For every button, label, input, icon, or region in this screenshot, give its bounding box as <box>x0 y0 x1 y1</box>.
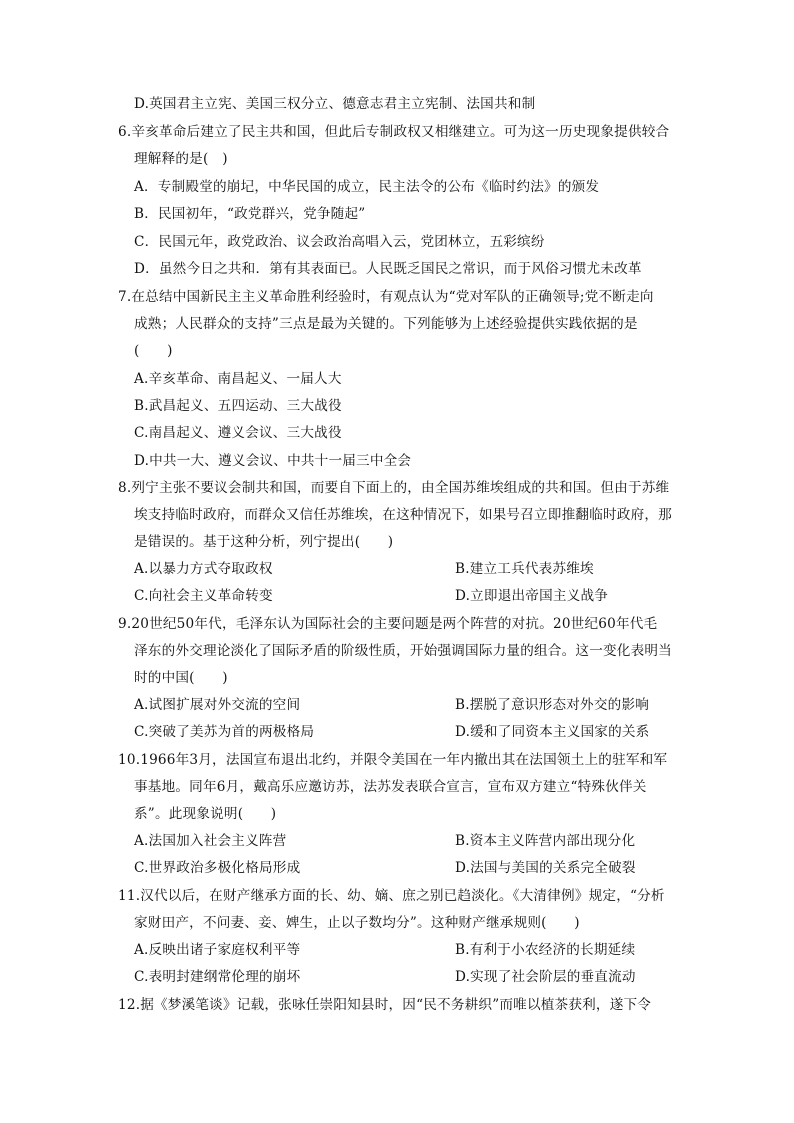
q8-option-a: A.以暴力方式夺取政权 <box>134 561 273 577</box>
q6-option-d: D．虽然今日之共和．第有其表面已。人民既乏国民之常识，而于风俗习惯尤未改革 <box>134 261 642 277</box>
q11-stem-line1: 11.汉代以后，在财产继承方面的长、幼、嫡、庶之别已趋淡化。《大清律例》规定，“分析 <box>118 888 665 904</box>
q9-option-a: A.试图扩展对外交流的空间 <box>134 697 301 713</box>
q6-option-c: C．民国元年，政党政治、议会政治高唱入云，党团林立，五彩缤纷 <box>134 234 545 250</box>
q12-stem-line1: 12.据《梦溪笔谈》记载，张咏任崇阳知县时，因“民不务耕织”而唯以植茶获利，遂下令 <box>118 997 652 1013</box>
q7-stem-line2: 成熟；人民群众的支持”三点是最为关键的。下列能够为上述经验提供实践依据的是 <box>134 316 638 332</box>
q9-option-c: C.突破了美苏为首的两极格局 <box>134 724 315 740</box>
q7-stem-line1: 7.在总结中国新民主主义革命胜利经验时，有观点认为“党对军队的正确领导;党不断走向 <box>118 289 654 305</box>
q11-stem-line2: 家财田产，不问妻、妾、婢生，止以子数均分”。这种财产继承规则( ) <box>134 915 580 931</box>
q9-stem-line2: 泽东的外交理论淡化了国际矛盾的阶级性质，开始强调国际力量的组合。这一变化表明当 <box>134 643 672 659</box>
q11-option-b: B.有利于小农经济的长期延续 <box>455 942 636 958</box>
q9-stem-line1: 9.20世纪50年代，毛泽东认为国际社会的主要问题是两个阵营的对抗。20世纪60年代毛 <box>118 616 658 632</box>
q7-stem-line3: ( ) <box>134 343 173 359</box>
q11-option-a: A.反映出诸子家庭权利平等 <box>134 942 301 958</box>
q10-option-a: A.法国加入社会主义阵营 <box>134 833 287 849</box>
q11-option-c: C.表明封建纲常伦理的崩坏 <box>134 969 301 985</box>
q8-stem-line1: 8.列宁主张不要议会制共和国，而要自下面上的，由全国苏维埃组成的共和国。但由于苏维 <box>118 480 670 496</box>
q10-stem-line1: 10.1966年3月，法国宣布退出北约，并限令美国在一年内撤出其在法国领土上的驻军和军 <box>118 752 668 768</box>
q10-stem-line3: 系”。此现象说明( ) <box>134 806 277 822</box>
q9-option-b: B.摆脱了意识形态对外交的影响 <box>455 697 650 713</box>
q6-option-a: A．专制殿堂的崩圮，中华民国的成立，民主法令的公布《临时约法》的颁发 <box>134 179 600 195</box>
q10-option-d: D.法国与美国的关系完全破裂 <box>455 860 636 876</box>
q6-option-b: B．民国初年，“政党群兴，党争随起” <box>134 206 366 222</box>
q9-stem-line3: 时的中国( ) <box>134 670 228 686</box>
q5-option-d: D.英国君主立宪、美国三权分立、德意志君主立宪制、法国共和制 <box>134 96 536 112</box>
q7-option-d: D.中共一大、遵义会议、中共十一届三中全会 <box>134 453 412 469</box>
q7-option-a: A.辛亥革命、南昌起义、一届人大 <box>134 371 342 387</box>
q8-option-d: D.立即退出帝国主义战争 <box>455 588 609 604</box>
q8-option-c: C.向社会主义革命转变 <box>134 588 273 604</box>
q8-option-b: B.建立工兵代表苏维埃 <box>455 561 594 577</box>
q7-option-c: C.南昌起义、遵义会议、三大战役 <box>134 425 342 441</box>
q6-stem-line1: 6.辛亥革命后建立了民主共和国，但此后专制政权又相继建立。可为这一历史现象提供较合 <box>118 124 670 140</box>
q7-option-b: B.武昌起义、五四运动、三大战役 <box>134 398 342 414</box>
q11-option-d: D.实现了社会阶层的垂直流动 <box>455 969 636 985</box>
q10-option-b: B.资本主义阵营内部出现分化 <box>455 833 636 849</box>
q8-stem-line3: 是错误的。基于这种分析，列宁提出( ) <box>134 534 394 550</box>
q10-stem-line2: 事基地。同年6月，戴高乐应邀访苏，法苏发表联合宣言，宣布双方建立“特殊伙伴关 <box>134 779 647 795</box>
q6-stem-line2: 理解释的是( ) <box>134 151 228 167</box>
q10-option-c: C.世界政治多极化格局形成 <box>134 860 301 876</box>
q8-stem-line2: 埃支持临时政府，而群众又信任苏维埃，在这种情况下，如果号召立即推翻临时政府，那 <box>134 507 672 523</box>
q9-option-d: D.缓和了同资本主义国家的关系 <box>455 724 650 740</box>
